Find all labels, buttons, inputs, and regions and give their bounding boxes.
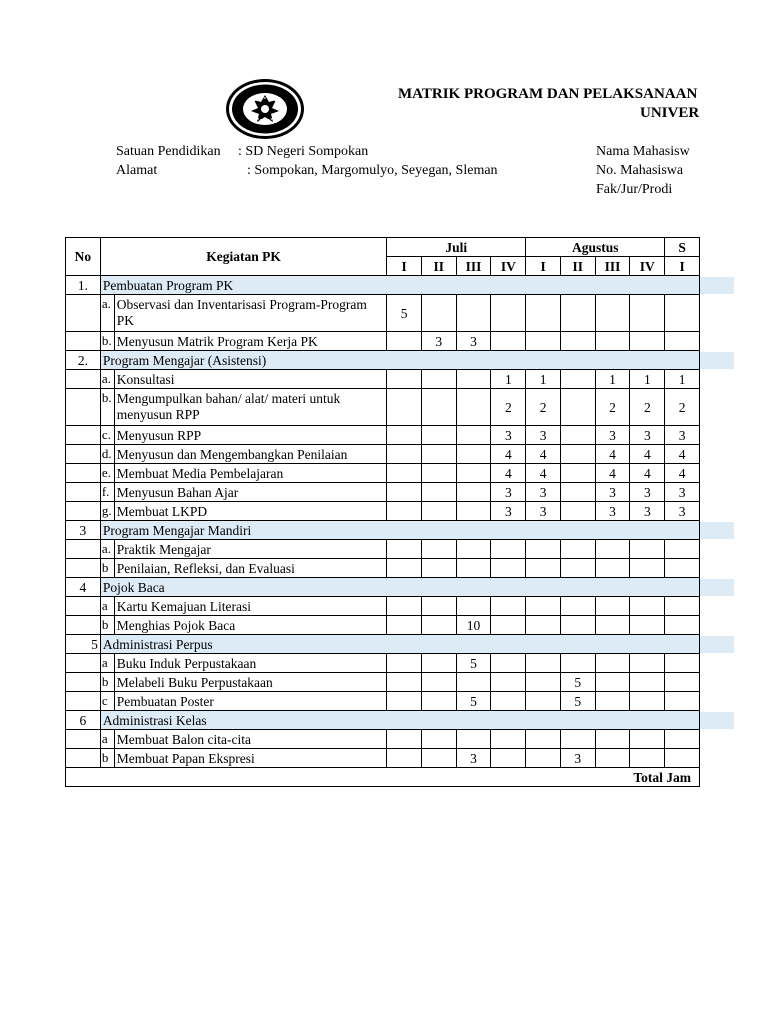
fak-label: Fak/Jur/Prodi — [596, 182, 673, 197]
hours-cell — [491, 540, 526, 559]
activity-row — [66, 483, 700, 502]
hours-cell: 3 — [491, 483, 526, 502]
activity-letter: g. — [100, 502, 114, 521]
activity-letter: a — [100, 730, 114, 749]
activity-letter: a — [100, 654, 114, 673]
hours-cell: 4 — [595, 445, 630, 464]
hours-cell — [421, 426, 456, 445]
header-week: III — [595, 257, 630, 276]
hours-cell — [421, 370, 456, 389]
activity-label: Praktik Mengajar — [114, 540, 386, 559]
hours-cell: 5 — [456, 692, 491, 711]
activity-label: Menghias Pojok Baca — [114, 616, 386, 635]
row-number-cell — [66, 483, 101, 502]
section-number: 1. — [66, 276, 101, 295]
hours-cell — [630, 559, 665, 578]
section-shading — [700, 579, 734, 596]
section-title: Administrasi Perpus — [100, 635, 699, 654]
hours-cell — [456, 730, 491, 749]
section-number: 2. — [66, 351, 101, 370]
activity-row — [66, 502, 700, 521]
hours-cell — [456, 673, 491, 692]
header-week: I — [387, 257, 422, 276]
hours-cell — [456, 295, 491, 332]
activity-row — [66, 370, 700, 389]
section-number: 6 — [66, 711, 101, 730]
activity-letter: a. — [100, 370, 114, 389]
activity-letter: d. — [100, 445, 114, 464]
hours-cell — [456, 502, 491, 521]
alamat-label: Alamat — [116, 163, 158, 178]
activity-label: Membuat Balon cita-cita — [114, 730, 386, 749]
hours-cell — [387, 597, 422, 616]
hours-cell — [595, 597, 630, 616]
section-row — [66, 521, 700, 540]
hours-cell — [560, 654, 595, 673]
hours-cell — [526, 597, 561, 616]
section-row — [66, 276, 700, 295]
row-number-cell — [66, 692, 101, 711]
hours-cell: 3 — [456, 749, 491, 768]
hours-cell — [595, 749, 630, 768]
hours-cell: 3 — [491, 426, 526, 445]
hours-cell — [630, 654, 665, 673]
hours-cell — [595, 730, 630, 749]
header-no: No — [66, 238, 101, 276]
hours-cell — [595, 692, 630, 711]
header-week: IV — [630, 257, 665, 276]
hours-cell: 4 — [665, 464, 700, 483]
header-week: IV — [491, 257, 526, 276]
activity-label: Menyusun RPP — [114, 426, 386, 445]
activity-label: Mengumpulkan bahan/ alat/ materi untuk menyusun RPP — [114, 389, 386, 426]
section-shading — [700, 522, 734, 539]
section-title: Pojok Baca — [100, 578, 699, 597]
hours-cell: 3 — [595, 426, 630, 445]
hours-cell — [665, 673, 700, 692]
row-number-cell — [66, 426, 101, 445]
hours-cell: 3 — [595, 502, 630, 521]
section-shading — [700, 712, 734, 729]
hours-cell: 1 — [665, 370, 700, 389]
hours-cell: 2 — [665, 389, 700, 426]
hours-cell: 3 — [630, 502, 665, 521]
activity-label: Menyusun dan Mengembangkan Penilaian — [114, 445, 386, 464]
activity-row — [66, 464, 700, 483]
hours-cell — [491, 673, 526, 692]
hours-cell — [526, 559, 561, 578]
hours-cell — [387, 559, 422, 578]
activity-letter: b — [100, 616, 114, 635]
hours-cell — [665, 730, 700, 749]
section-title: Program Mengajar (Asistensi) — [100, 351, 699, 370]
hours-cell — [421, 559, 456, 578]
hours-cell — [665, 692, 700, 711]
activity-letter: c — [100, 692, 114, 711]
header-kegiatan: Kegiatan PK — [100, 238, 386, 276]
hours-cell: 5 — [456, 654, 491, 673]
hours-cell: 3 — [630, 483, 665, 502]
activity-row — [66, 730, 700, 749]
hours-cell — [595, 295, 630, 332]
satuan-label: Satuan Pendidikan — [116, 144, 221, 159]
hours-cell — [421, 389, 456, 426]
hours-cell: 5 — [560, 673, 595, 692]
activity-row — [66, 749, 700, 768]
hours-cell — [526, 692, 561, 711]
activity-label: Buku Induk Perpustakaan — [114, 654, 386, 673]
hours-cell: 1 — [630, 370, 665, 389]
row-number-cell — [66, 295, 101, 332]
hours-cell — [665, 295, 700, 332]
hours-cell — [421, 502, 456, 521]
hours-cell — [665, 749, 700, 768]
hours-cell — [560, 295, 595, 332]
hours-cell: 3 — [595, 483, 630, 502]
hours-cell — [560, 559, 595, 578]
hours-cell — [665, 616, 700, 635]
hours-cell: 5 — [560, 692, 595, 711]
activity-label: Membuat LKPD — [114, 502, 386, 521]
hours-cell — [526, 730, 561, 749]
hours-cell — [665, 559, 700, 578]
hours-cell: 1 — [595, 370, 630, 389]
activity-letter: e. — [100, 464, 114, 483]
activity-letter: b. — [100, 389, 114, 426]
hours-cell — [526, 616, 561, 635]
hours-cell — [560, 540, 595, 559]
document-title: MATRIK PROGRAM DAN PELAKSANAAN — [398, 86, 698, 102]
hours-cell — [387, 332, 422, 351]
hours-cell — [526, 540, 561, 559]
hours-cell — [387, 370, 422, 389]
hours-cell: 4 — [526, 464, 561, 483]
activity-row — [66, 295, 700, 332]
section-number: 3 — [66, 521, 101, 540]
section-row — [66, 635, 700, 654]
hours-cell — [421, 692, 456, 711]
hours-cell — [630, 692, 665, 711]
activity-row — [66, 692, 700, 711]
hours-cell — [491, 616, 526, 635]
hours-cell — [421, 483, 456, 502]
hours-cell — [387, 426, 422, 445]
hours-cell — [560, 445, 595, 464]
activity-letter: a. — [100, 540, 114, 559]
hours-cell: 4 — [665, 445, 700, 464]
hours-cell — [560, 502, 595, 521]
nama-label: Nama Mahasisw — [596, 144, 690, 159]
hours-cell — [595, 332, 630, 351]
hours-cell: 3 — [526, 502, 561, 521]
hours-cell: 3 — [526, 483, 561, 502]
row-number-cell — [66, 445, 101, 464]
section-row — [66, 351, 700, 370]
hours-cell — [456, 464, 491, 483]
activity-letter: c. — [100, 426, 114, 445]
hours-cell — [387, 730, 422, 749]
hours-cell: 3 — [560, 749, 595, 768]
hours-cell — [560, 370, 595, 389]
row-number-cell — [66, 654, 101, 673]
hours-cell — [560, 483, 595, 502]
hours-cell: 3 — [665, 502, 700, 521]
hours-cell — [421, 597, 456, 616]
header-week: III — [456, 257, 491, 276]
total-row — [66, 768, 700, 787]
hours-cell: 2 — [595, 389, 630, 426]
hours-cell — [456, 540, 491, 559]
hours-cell — [387, 673, 422, 692]
hours-cell — [421, 464, 456, 483]
hours-cell — [387, 502, 422, 521]
hours-cell — [387, 445, 422, 464]
hours-cell — [456, 597, 491, 616]
hours-cell — [421, 673, 456, 692]
hours-cell — [560, 597, 595, 616]
hours-cell — [421, 749, 456, 768]
header-month-juli: Juli — [387, 238, 526, 257]
activity-row — [66, 332, 700, 351]
hours-cell — [491, 654, 526, 673]
hours-cell: 2 — [526, 389, 561, 426]
hours-cell — [421, 445, 456, 464]
hours-cell — [526, 295, 561, 332]
row-number-cell — [66, 616, 101, 635]
hours-cell — [630, 749, 665, 768]
hours-cell — [491, 730, 526, 749]
hours-cell — [630, 597, 665, 616]
satuan-value: : SD Negeri Sompokan — [238, 144, 369, 159]
alamat-value: : Sompokan, Margomulyo, Seyegan, Sleman — [247, 163, 498, 178]
hours-cell: 4 — [630, 464, 665, 483]
activity-label: Penilaian, Refleksi, dan Evaluasi — [114, 559, 386, 578]
hours-cell — [665, 332, 700, 351]
hours-cell — [421, 540, 456, 559]
activity-label: Pembuatan Poster — [114, 692, 386, 711]
hours-cell — [630, 332, 665, 351]
activity-label: Konsultasi — [114, 370, 386, 389]
row-number-cell — [66, 597, 101, 616]
hours-cell — [630, 540, 665, 559]
hours-cell: 3 — [630, 426, 665, 445]
hours-cell — [421, 616, 456, 635]
hours-cell — [456, 426, 491, 445]
row-number-cell — [66, 389, 101, 426]
hours-cell — [526, 654, 561, 673]
hours-cell — [560, 332, 595, 351]
hours-cell: 3 — [491, 502, 526, 521]
hours-cell — [456, 389, 491, 426]
hours-cell — [387, 654, 422, 673]
hours-cell — [630, 673, 665, 692]
activity-row — [66, 559, 700, 578]
hours-cell: 4 — [526, 445, 561, 464]
hours-cell — [595, 540, 630, 559]
hours-cell — [560, 389, 595, 426]
activity-label: Melabeli Buku Perpustakaan — [114, 673, 386, 692]
hours-cell — [491, 332, 526, 351]
activity-label: Membuat Papan Ekspresi — [114, 749, 386, 768]
hours-cell: 3 — [456, 332, 491, 351]
hours-cell — [421, 730, 456, 749]
section-row — [66, 711, 700, 730]
hours-cell — [630, 616, 665, 635]
section-row — [66, 578, 700, 597]
hours-cell: 3 — [665, 426, 700, 445]
row-number-cell — [66, 673, 101, 692]
activity-letter: a — [100, 597, 114, 616]
activity-row — [66, 389, 700, 426]
activity-row — [66, 616, 700, 635]
hours-cell — [595, 673, 630, 692]
activity-letter: b — [100, 559, 114, 578]
hours-cell: 4 — [491, 464, 526, 483]
header-week: I — [665, 257, 700, 276]
header-week: I — [526, 257, 561, 276]
hours-cell — [456, 559, 491, 578]
row-number-cell — [66, 559, 101, 578]
row-number-cell — [66, 540, 101, 559]
hours-cell — [421, 654, 456, 673]
activity-label: Menyusun Bahan Ajar — [114, 483, 386, 502]
section-shading — [700, 277, 734, 294]
section-title: Program Mengajar Mandiri — [100, 521, 699, 540]
activity-letter: b. — [100, 332, 114, 351]
hours-cell — [491, 295, 526, 332]
hours-cell — [526, 749, 561, 768]
activity-row — [66, 597, 700, 616]
nomor-label: No. Mahasiswa — [596, 163, 684, 178]
row-number-cell — [66, 502, 101, 521]
hours-cell — [526, 332, 561, 351]
hours-cell — [595, 616, 630, 635]
hours-cell — [387, 483, 422, 502]
activity-letter: b — [100, 673, 114, 692]
hours-cell — [665, 654, 700, 673]
activity-letter: a. — [100, 295, 114, 332]
hours-cell — [665, 597, 700, 616]
activity-label: Kartu Kemajuan Literasi — [114, 597, 386, 616]
hours-cell — [560, 464, 595, 483]
header-week: II — [560, 257, 595, 276]
row-number-cell — [66, 730, 101, 749]
activity-label: Observasi dan Inventarisasi Program-Program PK — [114, 295, 386, 332]
activity-label: Membuat Media Pembelajaran — [114, 464, 386, 483]
section-number: 5 — [66, 635, 101, 654]
hours-cell — [387, 540, 422, 559]
activity-row — [66, 540, 700, 559]
hours-cell — [456, 370, 491, 389]
activity-letter: b — [100, 749, 114, 768]
section-shading — [700, 352, 734, 369]
hours-cell: 5 — [387, 295, 422, 332]
header-month-agustus: Agustus — [526, 238, 665, 257]
section-title: Administrasi Kelas — [100, 711, 699, 730]
program-matrix-table — [65, 237, 700, 787]
hours-cell — [595, 654, 630, 673]
hours-cell: 2 — [630, 389, 665, 426]
activity-letter: f. — [100, 483, 114, 502]
section-number: 4 — [66, 578, 101, 597]
hours-cell — [491, 597, 526, 616]
hours-cell — [560, 730, 595, 749]
row-number-cell — [66, 749, 101, 768]
hours-cell: 4 — [491, 445, 526, 464]
section-title: Pembuatan Program PK — [100, 276, 699, 295]
hours-cell: 4 — [630, 445, 665, 464]
section-shading — [700, 636, 734, 653]
row-number-cell — [66, 332, 101, 351]
activity-row — [66, 426, 700, 445]
hours-cell — [491, 692, 526, 711]
activity-row — [66, 445, 700, 464]
activity-row — [66, 654, 700, 673]
hours-cell: 3 — [421, 332, 456, 351]
header-week: II — [421, 257, 456, 276]
hours-cell — [456, 483, 491, 502]
hours-cell — [421, 295, 456, 332]
hours-cell — [595, 559, 630, 578]
hours-cell: 2 — [491, 389, 526, 426]
hours-cell: 3 — [665, 483, 700, 502]
hours-cell: 10 — [456, 616, 491, 635]
hours-cell — [665, 540, 700, 559]
total-label: Total Jam — [66, 768, 700, 787]
hours-cell — [526, 673, 561, 692]
hours-cell — [387, 749, 422, 768]
hours-cell: 4 — [595, 464, 630, 483]
hours-cell — [560, 616, 595, 635]
hours-cell — [491, 749, 526, 768]
hours-cell — [456, 445, 491, 464]
hours-cell — [387, 464, 422, 483]
header-month-next: S — [665, 238, 700, 257]
hours-cell — [387, 692, 422, 711]
hours-cell — [387, 389, 422, 426]
hours-cell: 1 — [491, 370, 526, 389]
row-number-cell — [66, 370, 101, 389]
document-subtitle: UNIVER — [640, 105, 700, 121]
activity-row — [66, 673, 700, 692]
hours-cell — [630, 295, 665, 332]
hours-cell — [630, 730, 665, 749]
hours-cell: 1 — [526, 370, 561, 389]
hours-cell: 3 — [526, 426, 561, 445]
hours-cell — [560, 426, 595, 445]
hours-cell — [491, 559, 526, 578]
activity-label: Menyusun Matrik Program Kerja PK — [114, 332, 386, 351]
hours-cell — [387, 616, 422, 635]
row-number-cell — [66, 464, 101, 483]
